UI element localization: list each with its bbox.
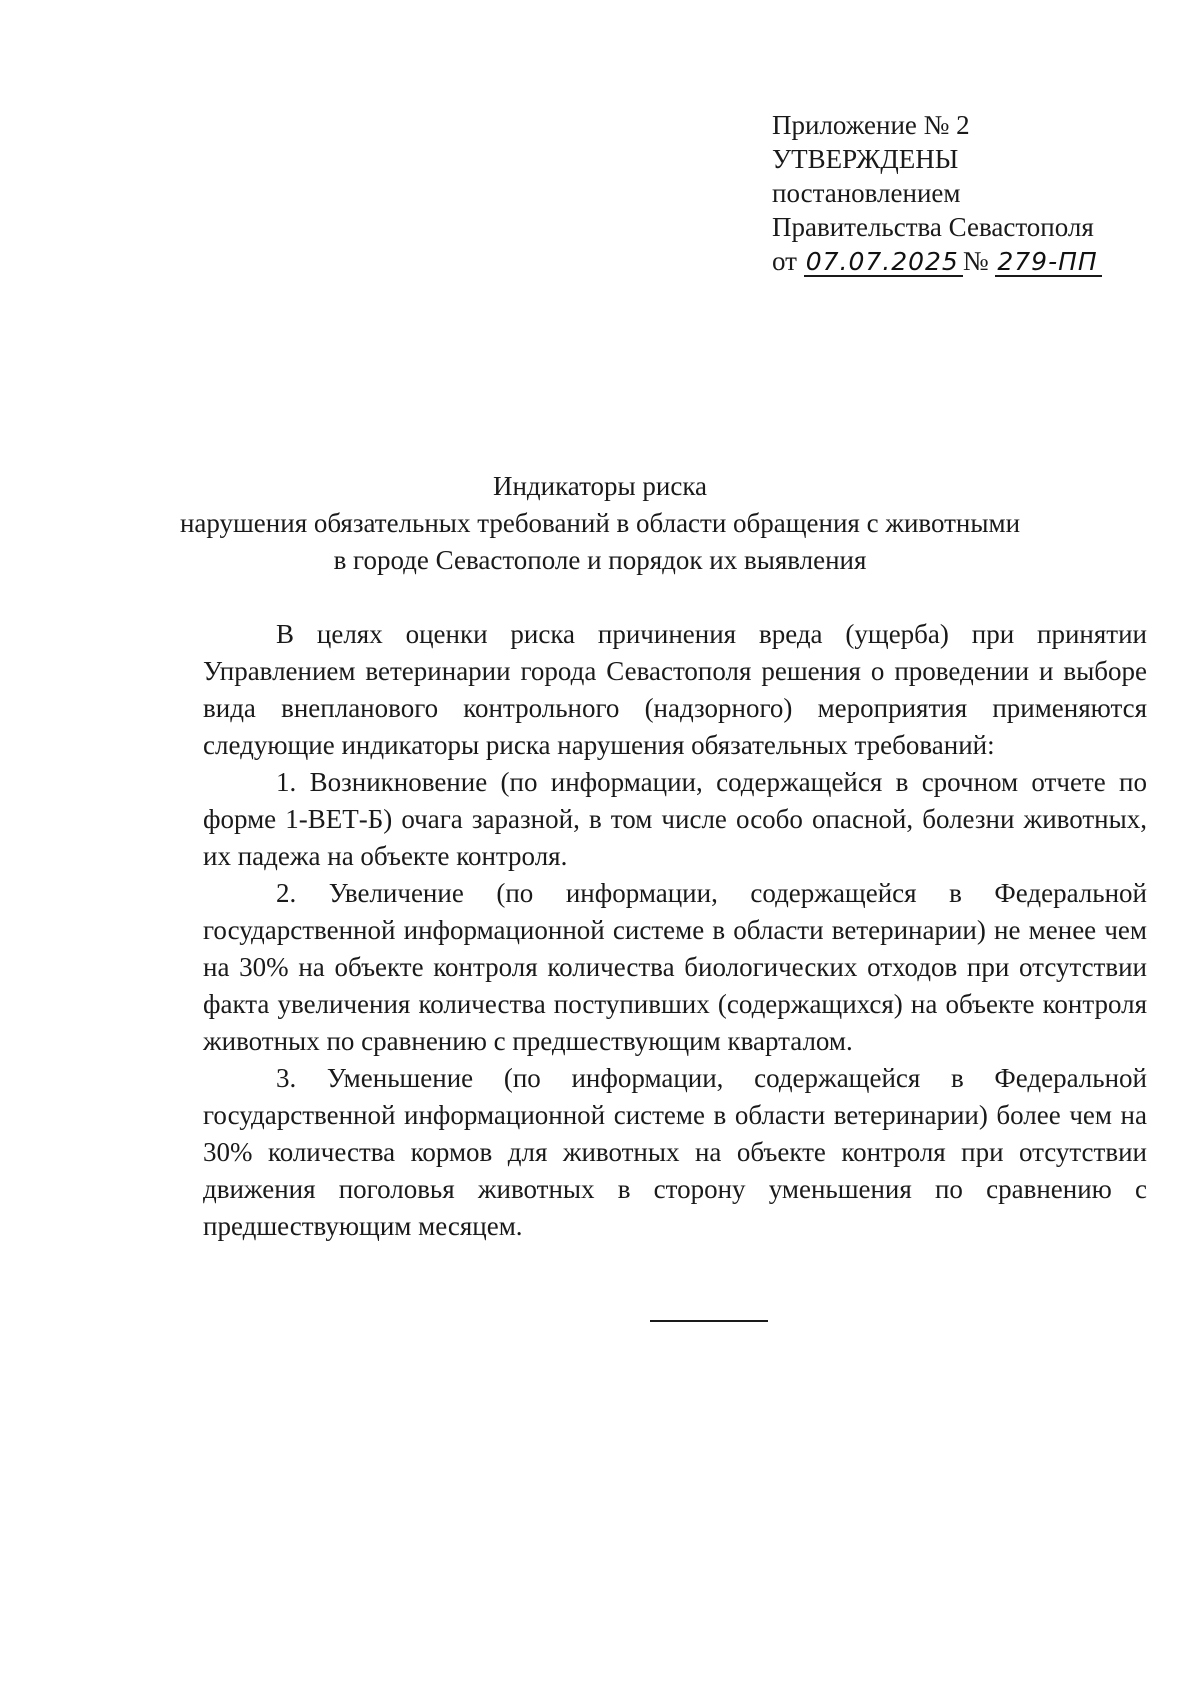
document-title (130, 468, 1070, 579)
title-line-2: нарушения обязательных требований в области обращения с животными (179, 508, 1021, 538)
resolution-label: постановлением (772, 178, 961, 208)
indicator-item-2: 2. Увеличение (по информации, содержащейся в Федеральной государственной информационной системе в области ветеринарии) не менее чем на 30% на объекте контроля количества биологических отходов при отсутствии факта увеличения количества поступивших (содержащихся) на объекте контроля животных по сравнению с предшествующим кварталом. (203, 878, 1147, 1056)
indicator-item-1: 1. Возникновение (по информации, содержащейся в срочном отчете по форме 1-ВЕТ-Б) очага заразной, в том числе особо опасной, болезни животных, их падежа на объекте контроля. (203, 767, 1147, 871)
title-line-1: Индикаторы риска (492, 471, 708, 501)
intro-paragraph: В целях оценки риска причинения вреда (ущерба) при принятии Управлением ветеринарии города Севастополя решения о проведении и выборе вида внепланового контрольного (надзорного) мероприятия применяются следующие индикаторы риска нарушения обязательных требований: (203, 619, 1147, 760)
government-label: Правительства Севастополя (772, 212, 1094, 242)
appendix-number: Приложение № 2 (772, 110, 970, 140)
title-line-3: в городе Севастополе и порядок их выявления (333, 545, 867, 575)
resolution-date-line (772, 244, 1132, 278)
number-prefix: № (962, 246, 989, 276)
end-separator-line (650, 1320, 768, 1322)
handwritten-number: 279-ПП (995, 249, 1101, 277)
document-body (203, 616, 1147, 1245)
approval-block (772, 108, 1132, 278)
date-prefix: от (772, 246, 797, 276)
approved-label: УТВЕРЖДЕНЫ (772, 144, 959, 174)
indicator-item-3: 3. Уменьшение (по информации, содержащейся в Федеральной государственной информационной системе в области ветеринарии) более чем на 30% количества кормов для животных на объекте контроля при отсутствии движения поголовья животных в сторону уменьшения по сравнению с предшествующим месяцем. (203, 1063, 1147, 1241)
handwritten-date: 07.07.2025 (804, 249, 963, 277)
